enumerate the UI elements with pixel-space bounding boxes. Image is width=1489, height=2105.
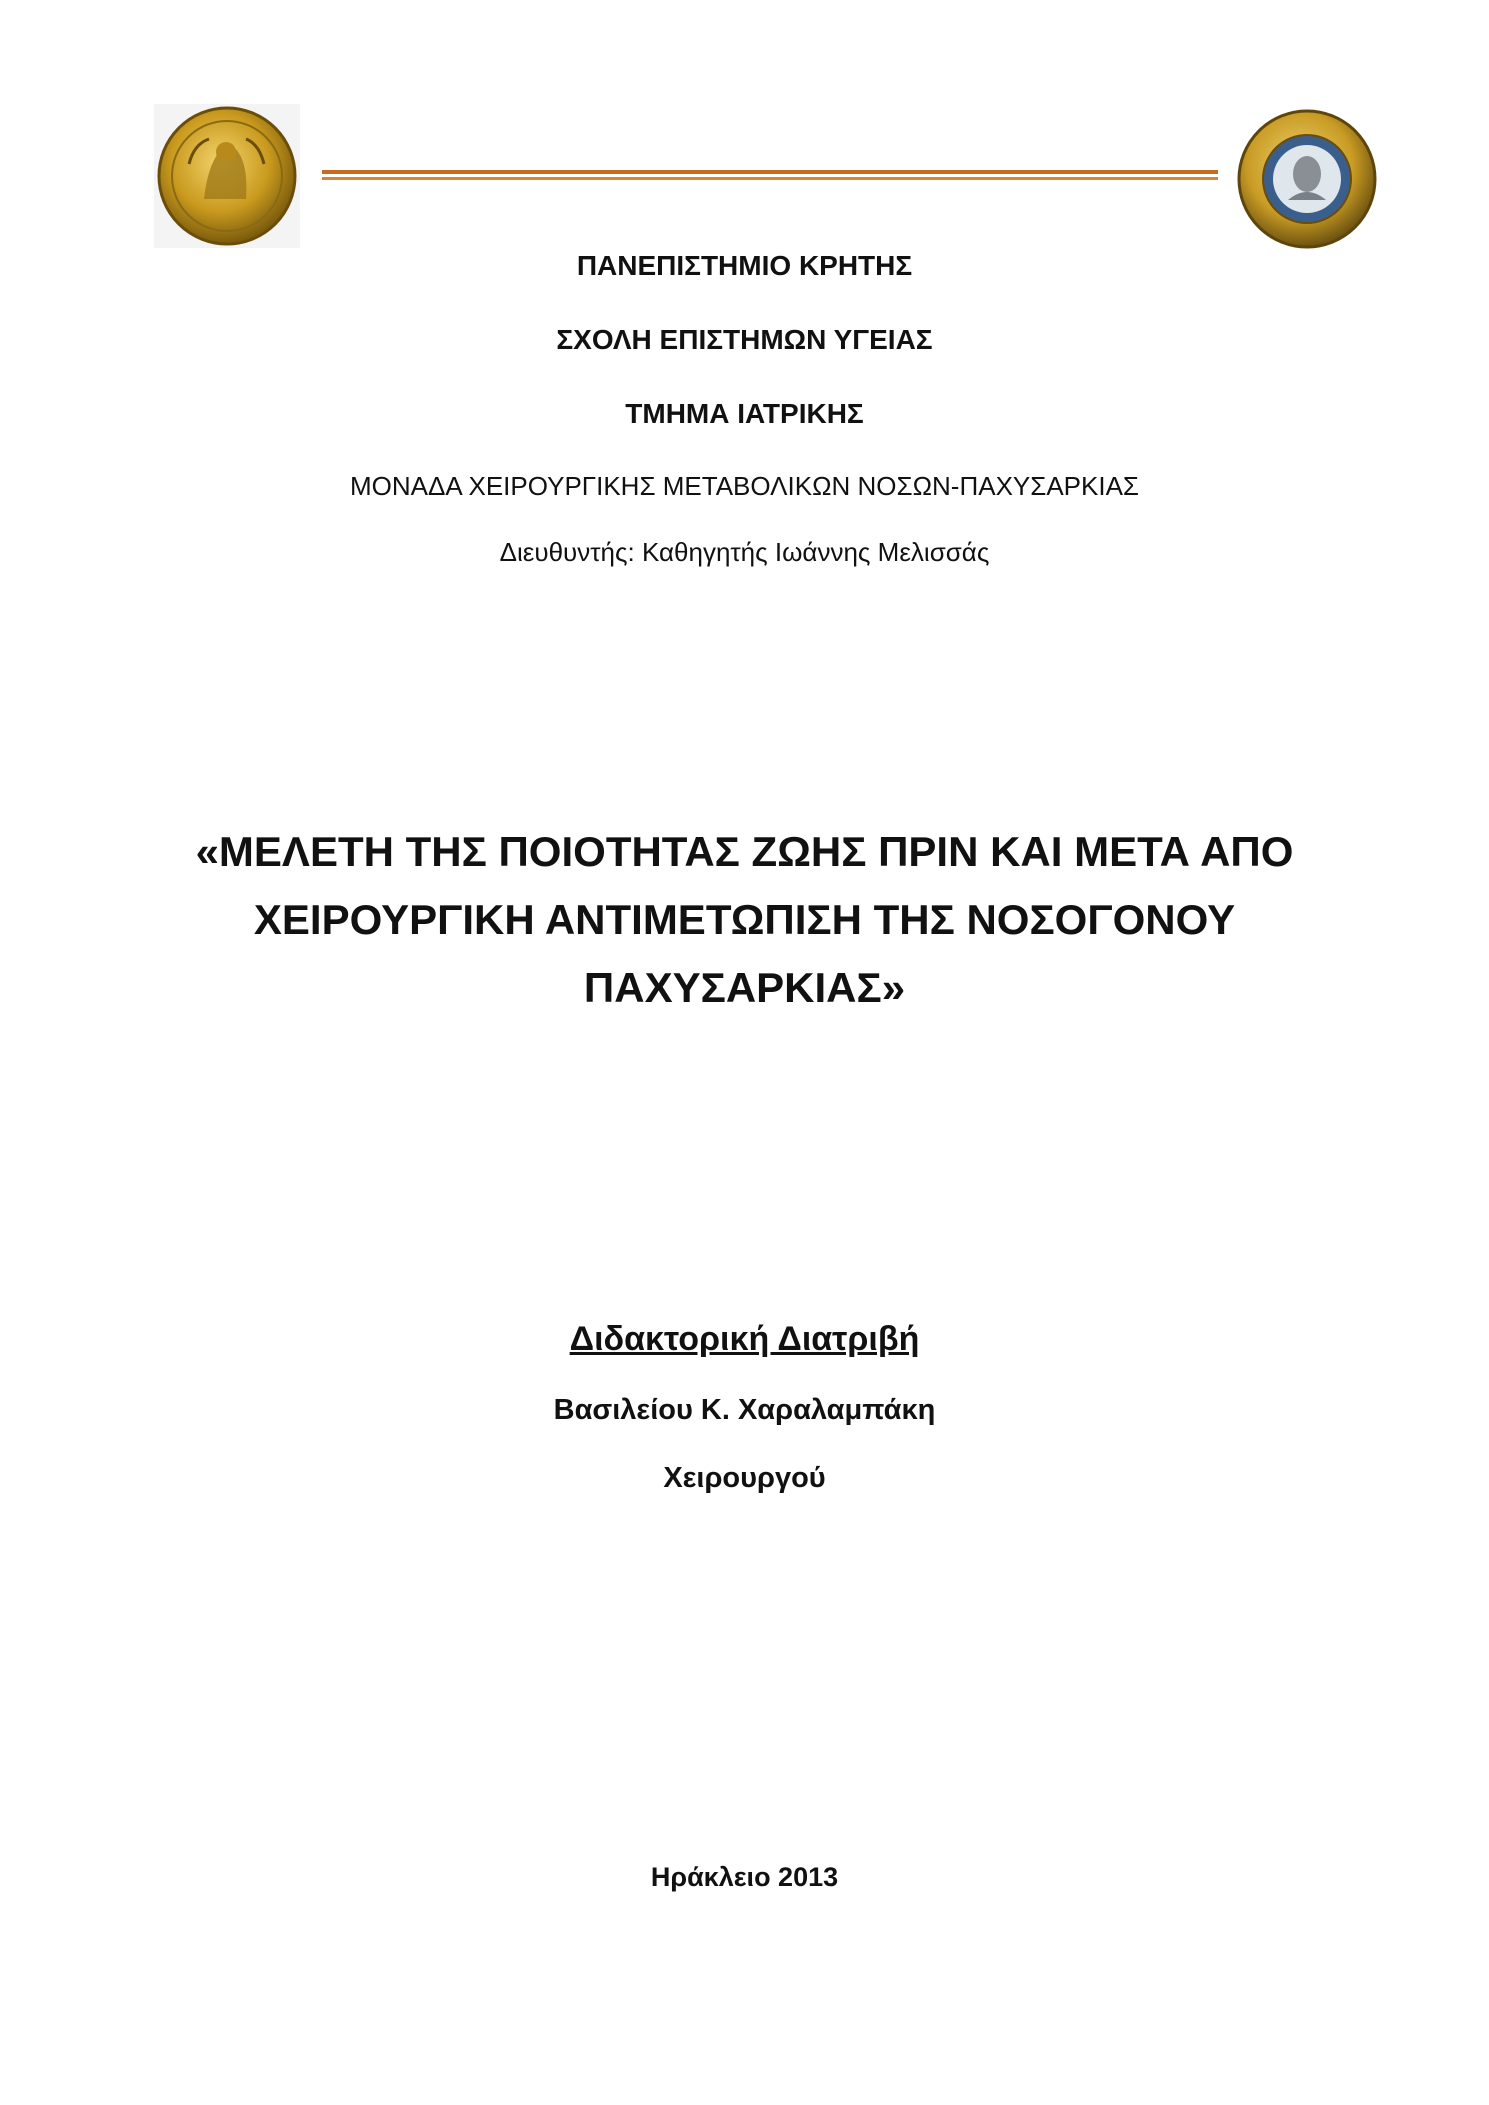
header-rule-secondary [322,177,1218,180]
medical-school-seal-logo [1236,108,1378,250]
author-role: Χειρουργού [663,1462,826,1494]
department-name: ΤΜΗΜΑ ΙΑΤΡΙΚΗΣ [625,398,864,429]
university-seal-logo [154,104,300,248]
author-name: Βασιλείου Κ. Χαραλαμπάκη [553,1394,936,1426]
thesis-title [0,818,1489,1022]
director-line: Διευθυντής: Καθηγητής Ιωάννης Μελισσάς [499,537,990,567]
title-line: «ΜΕΛΕΤΗ ΤΗΣ ΠΟΙΟΤΗΤΑΣ ΖΩΗΣ ΠΡΙΝ ΚΑΙ ΜΕΤΑ ΑΠΟ [195,828,1294,875]
place-year: Ηράκλειο 2013 [650,1862,839,1892]
title-line: ΠΑΧΥΣΑΡΚΙΑΣ» [583,964,906,1011]
school-name: ΣΧΟΛΗ ΕΠΙΣΤΗΜΩΝ ΥΓΕΙΑΣ [556,324,933,355]
thesis-type: Διδακτορική Διατριβή [569,1320,920,1358]
unit-name: ΜΟΝΑΔΑ ΧΕΙΡΟΥΡΓΙΚΗΣ ΜΕΤΑΒΟΛΙΚΩΝ ΝΟΣΩΝ-ΠΑΧΥΣΑΡΚΙΑΣ [349,471,1139,501]
header-rule [322,170,1218,174]
university-name: ΠΑΝΕΠΙΣΤΗΜΙΟ ΚΡΗΤΗΣ [576,250,913,281]
title-line: ΧΕΙΡΟΥΡΓΙΚΗ ΑΝΤΙΜΕΤΩΠΙΣΗ ΤΗΣ ΝΟΣΟΓΟΝΟΥ [253,896,1236,943]
